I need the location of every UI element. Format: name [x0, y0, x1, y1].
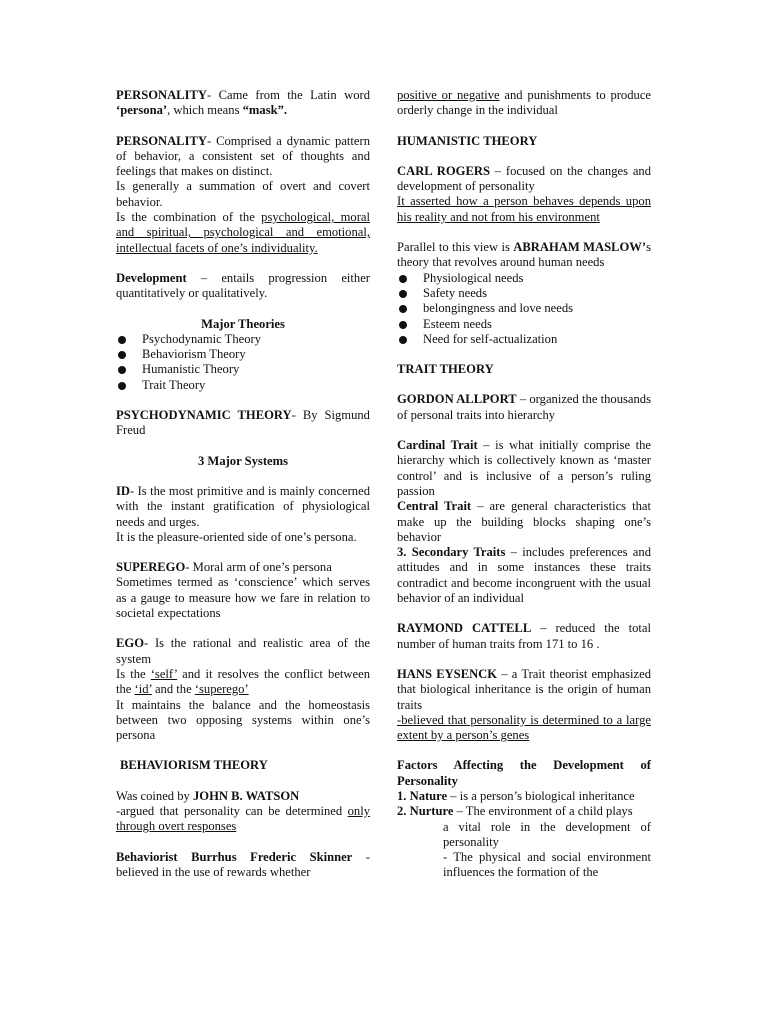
nurture-environment-line: - The physical and social environment influences the formation of the	[443, 850, 651, 880]
list-item: Trait Theory	[116, 378, 370, 393]
bullet-icon	[399, 290, 407, 298]
personality-combination-line: Is the combination of the psychological, moral and spiritual, psychological and emotional, intellectual facets of one’s individuality.	[116, 210, 370, 255]
eysenck-genes-line: -believed that personality is determined to a large extent by a person’s genes	[397, 712, 651, 743]
skinner-paragraph: Behaviorist Burrhus Frederic Skinner - believed in the use of rewards whether	[116, 849, 370, 879]
bullet-icon	[118, 382, 126, 390]
major-systems-heading: 3 Major Systems	[197, 453, 288, 468]
list-item: Behaviorism Theory	[116, 347, 370, 362]
personality-term: PERSONALITY	[116, 88, 207, 102]
major-theories-heading: Major Theories	[201, 316, 285, 331]
superego-conscience-line: Sometimes termed as ‘conscience’ which serves as a gauge to measure how we fare in relation to societal expectations	[116, 575, 370, 621]
bullet-icon	[118, 351, 126, 359]
list-item: belongingness and love needs	[397, 301, 651, 316]
bullet-icon	[399, 275, 407, 283]
psychodynamic-paragraph: PSYCHODYNAMIC THEORY- By Sigmund Freud	[116, 408, 370, 438]
maslow-needs-list	[397, 271, 651, 347]
personality-origin-paragraph: PERSONALITY- Came from the Latin word ‘persona’, which means “mask”.	[116, 88, 370, 118]
behaviorism-heading: BEHAVIORISM THEORY	[120, 758, 268, 773]
bullet-icon	[399, 305, 407, 313]
superego-paragraph: SUPEREGO- Moral arm of one’s persona	[116, 560, 332, 575]
trait-theory-heading: TRAIT THEORY	[397, 362, 494, 377]
rogers-paragraph: CARL ROGERS – focused on the changes and development of personality	[397, 163, 651, 194]
cattell-paragraph: RAYMOND CATTELL – reduced the total number of human traits from 171 to 16 .	[397, 621, 651, 651]
list-item: Esteem needs	[397, 317, 651, 332]
maslow-paragraph: Parallel to this view is ABRAHAM MASLOW’s theory that revolves around human needs	[397, 240, 651, 270]
list-item: Safety needs	[397, 286, 651, 301]
ego-paragraph: EGO- Is the rational and realistic area of the system	[116, 636, 370, 666]
major-theories-list	[116, 332, 370, 393]
bullet-icon	[399, 321, 407, 329]
eysenck-paragraph: HANS EYSENCK – a Trait theorist emphasized that biological inheritance is the origin of human traits	[397, 666, 651, 712]
personality-summation-line: Is generally a summation of overt and covert behavior.	[116, 179, 370, 209]
nurture-vital-role-line: a vital role in the development of personality	[443, 819, 651, 849]
nature-paragraph: 1. Nature – is a person’s biological inheritance	[397, 788, 635, 803]
ego-balance-line: It maintains the balance and the homeostasis between two opposing systems within one’s persona	[116, 697, 370, 743]
skinner-continuation-paragraph: positive or negative and punishments to produce orderly change in the individual	[397, 88, 652, 118]
development-paragraph: Development – entails progression either quantitatively or qualitatively.	[116, 270, 370, 301]
humanistic-heading: HUMANISTIC THEORY	[397, 133, 538, 148]
list-item: Psychodynamic Theory	[116, 332, 370, 347]
central-trait-paragraph: Central Trait – are general characteristics that make up the building blocks shaping one’s behavior	[397, 499, 652, 544]
list-item: Need for self-actualization	[397, 332, 651, 347]
nurture-paragraph: 2. Nurture – The environment of a child plays	[397, 804, 633, 819]
watson-line: Was coined by JOHN B. WATSON	[116, 788, 300, 803]
watson-argued-line: -argued that personality can be determined only through overt responses	[116, 803, 370, 834]
allport-paragraph: GORDON ALLPORT – organized the thousands of personal traits into hierarchy	[397, 392, 652, 422]
list-item: Humanistic Theory	[116, 362, 370, 377]
cardinal-trait-paragraph: Cardinal Trait – is what initially comprise the hierarchy which is collectively known as ‘master control’ and is inclusive of a person’s ruling passion	[397, 438, 651, 498]
right-column	[397, 88, 651, 881]
id-paragraph: ID- Is the most primitive and is mainly concerned with the instant gratification of physiological needs and urges.	[116, 483, 370, 529]
left-column	[116, 88, 370, 880]
bullet-icon	[118, 366, 126, 374]
personality-definition-paragraph: PERSONALITY- Comprised a dynamic pattern of behavior, a consistent set of thoughts and feelings that makes on distinct.	[116, 133, 370, 179]
bullet-icon	[118, 336, 126, 344]
list-item: Physiological needs	[397, 271, 651, 286]
rogers-assertion-line: It asserted how a person behaves depends upon his reality and not from his environment	[397, 194, 651, 224]
factors-heading: Factors Affecting the Development of Personality	[397, 758, 651, 788]
secondary-traits-paragraph: 3. Secondary Traits – includes preferences and attitudes and in some instances these traits contradict and become incongruent with the usual behavior of an individual	[397, 545, 651, 606]
ego-self-line: Is the ‘self’ and it resolves the conflict between the ‘id’ and the ‘superego’	[116, 666, 370, 697]
id-pleasure-line: It is the pleasure-oriented side of one’s persona.	[116, 529, 357, 544]
bullet-icon	[399, 336, 407, 344]
